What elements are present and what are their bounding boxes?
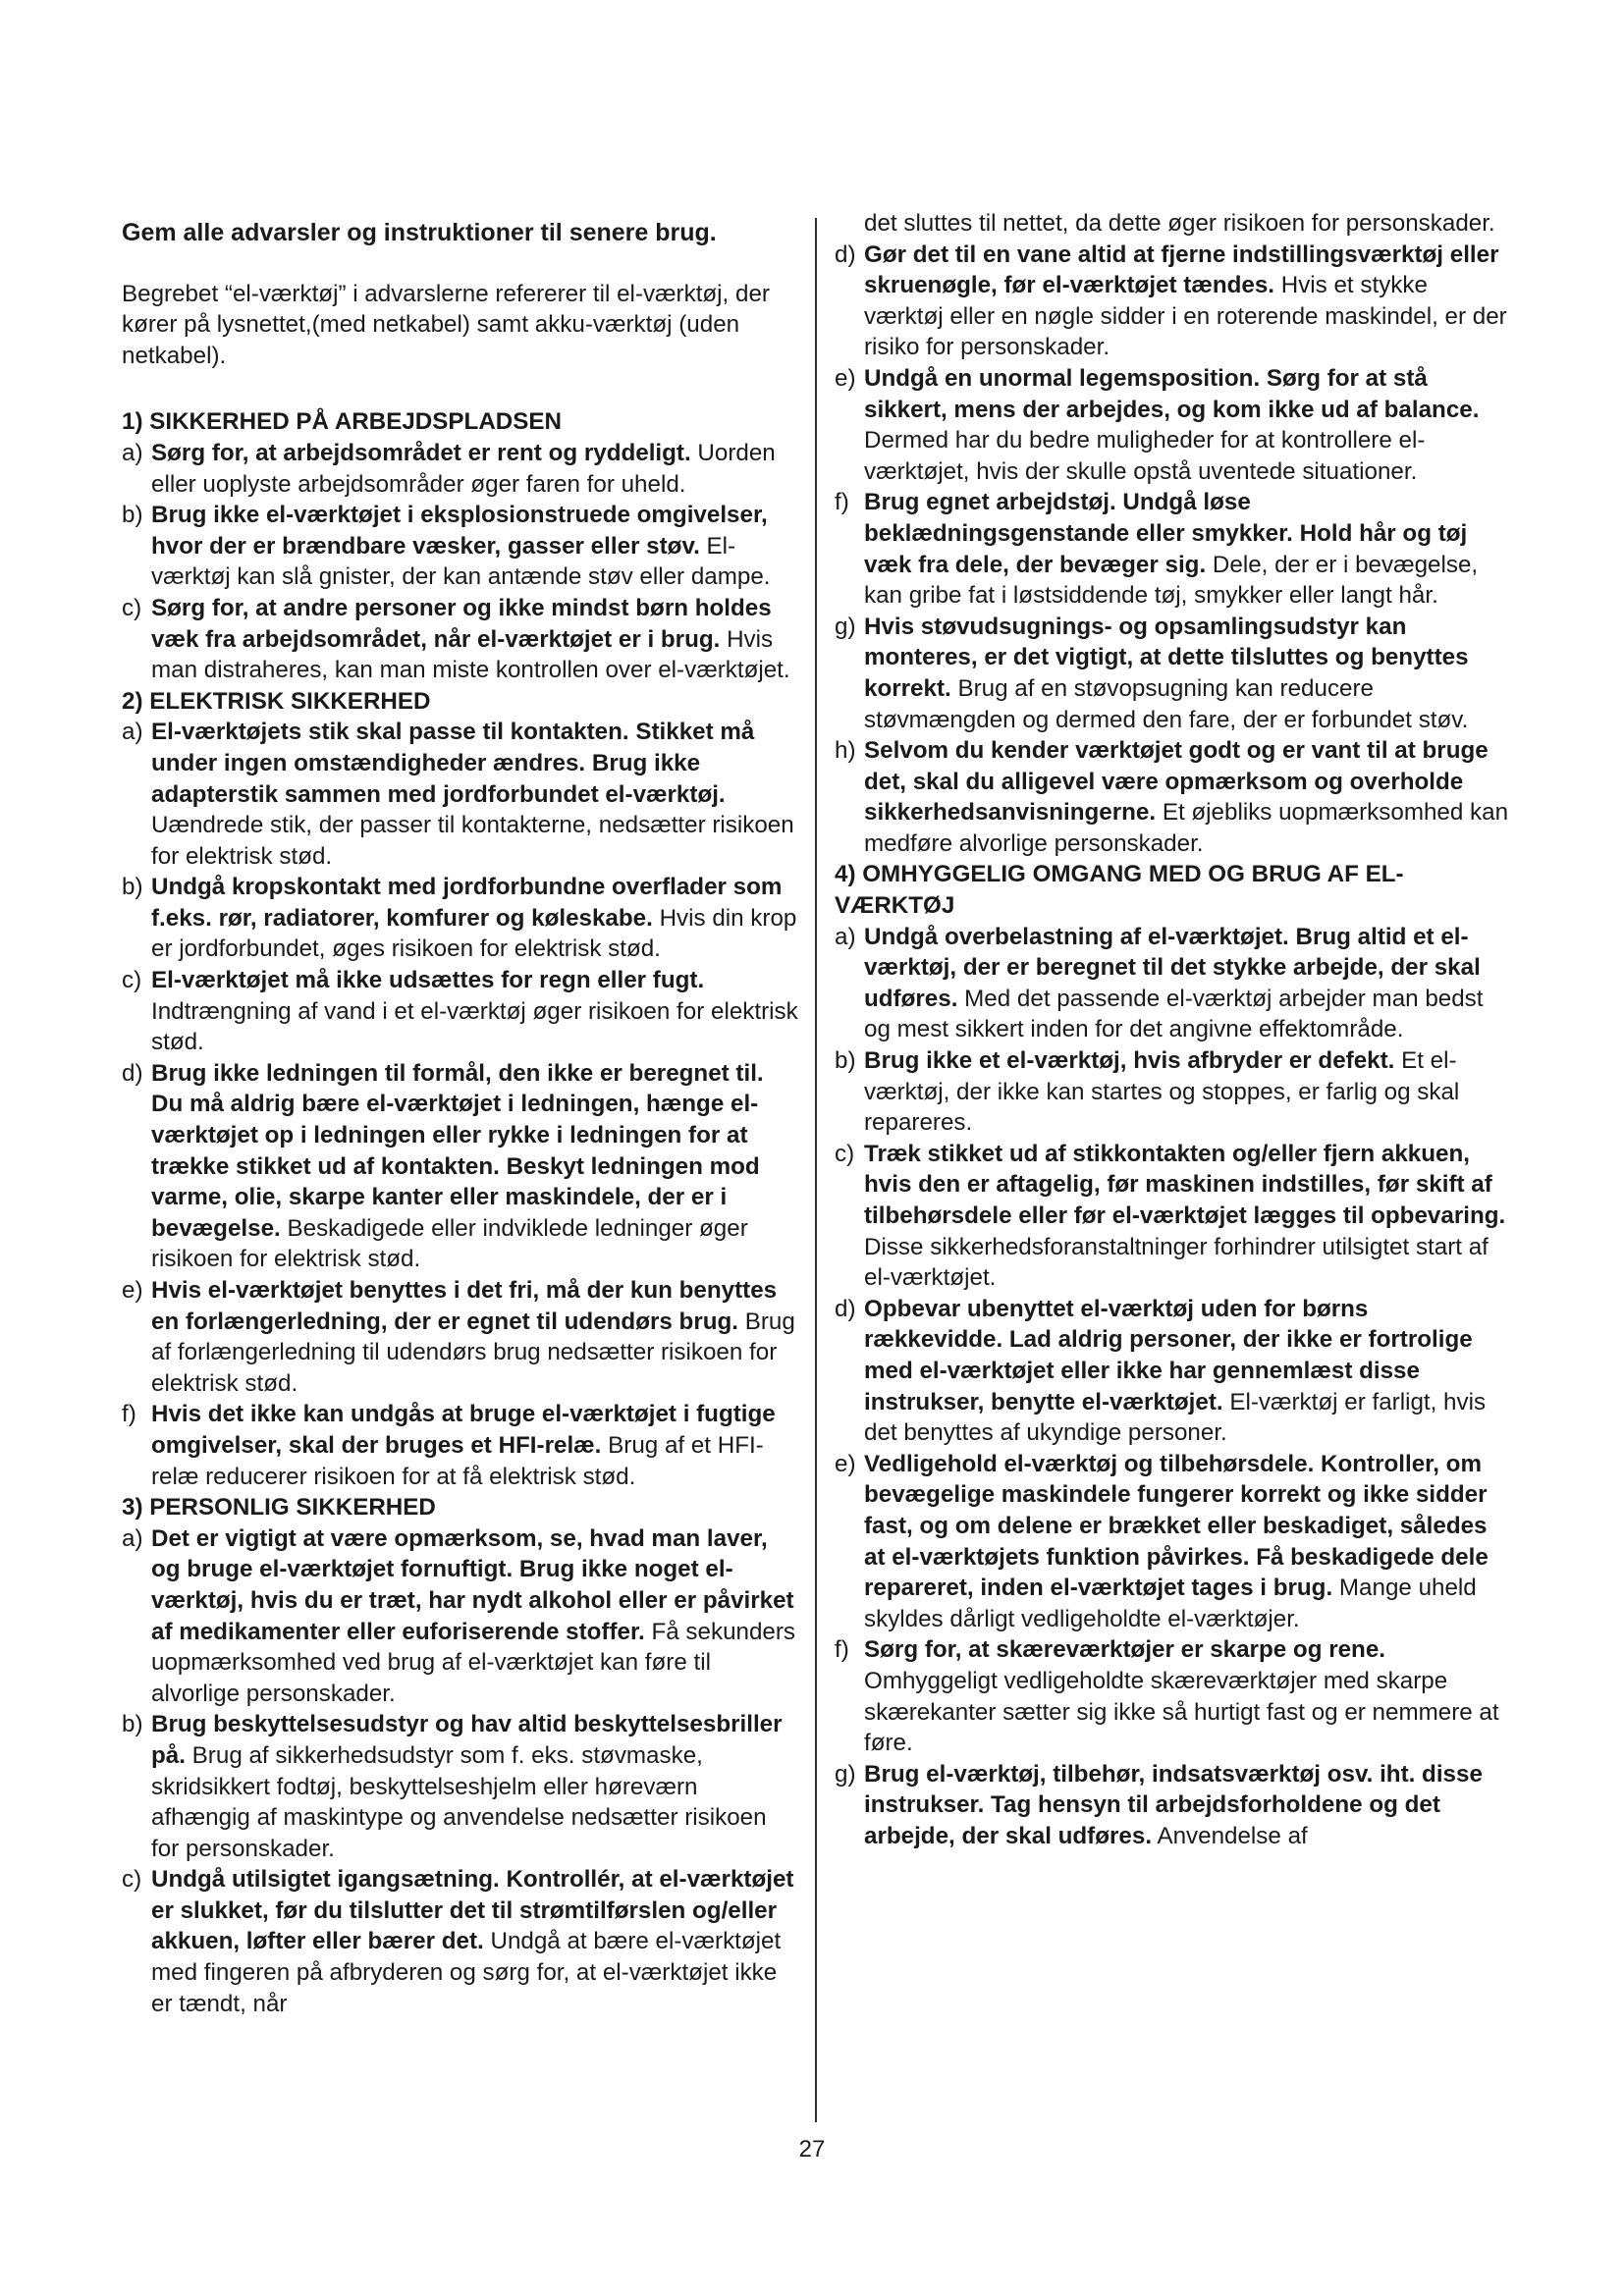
list-item [835,363,1512,487]
item-bold-text: Brug beskyttelsesudstyr og hav altid beskyttelsesbriller på. [151,1711,783,1769]
list-item [122,1399,799,1492]
list-item [122,438,799,500]
item-text: Brug af en støvopsugning kan reducere støvmængden og dermed den fare, der er forbundet støv. [864,674,1469,733]
item-letter: d) [122,1059,143,1087]
item-text: Uorden eller uoplyste arbejdsområder øger faren for uheld. [151,439,776,498]
section-1-items [122,438,799,686]
item-letter: e) [835,364,856,392]
item-letter: b) [835,1047,856,1075]
item-bold-text: Hvis det ikke kan undgås at bruge el-værktøjet i fugtige omgivelser, skal der bruges et HFI-relæ. [151,1401,776,1459]
intro-title: Gem alle advarsler og instruktioner til senere brug. [122,219,717,246]
item-letter: h) [835,737,856,765]
list-item [122,1864,799,2019]
item-bold-text: Sørg for, at skæreværktøjer er skarpe og rene. [864,1636,1386,1664]
list-item [835,1634,1512,1758]
list-item [835,240,1512,363]
item-letter: a) [122,439,143,466]
item-text: Brug af sikkerhedsudstyr som f. eks. støvmaske, skridsikkert fodtøj, beskyttelseshjelm eller høreværn afhængig af maskintype og anvendelse nedsætter risikoen for personskader. [151,1741,767,1862]
item-text: Dermed har du bedre muligheder for at kontrollere el-værktøjet, hvis der skulle opstå uventede situationer. [864,427,1426,485]
item-bold-text: Undgå kropskontakt med jordforbundne overflader som f.eks. rør, radiatorer, komfurer og køleskabe. [151,874,783,932]
list-item [122,1058,799,1275]
left-column [122,208,799,2019]
item-bold-text: Hvis støvudsugnings- og opsamlingsudstyr kan monteres, er det vigtigt, at dette tilsluttes og benyttes korrekt. [864,613,1469,702]
section-title-3: 3) PERSONLIG SIKKERHED [122,1494,436,1522]
item-letter: c) [122,594,142,621]
list-item [835,487,1512,611]
item-bold-text: Sørg for, at arbejdsområdet er rent og ryddeligt. [151,439,691,466]
section-2-items [122,717,799,1492]
list-item [122,1709,799,1864]
list-item [835,612,1512,735]
list-item [122,1275,799,1399]
list-item [835,1759,1512,1852]
item-text: Dele, der er i bevægelse, kan gribe fat i løstsiddende tøj, smykker eller langt hår. [864,551,1479,610]
item-bold-text: Undgå overbelastning af el-værktøjet. Brug altid et el-værktøj, der er beregnet til det stykke arbejde, der skal udføres. [864,923,1481,1012]
section-title-2: 2) ELEKTRISK SIKKERHED [122,687,431,715]
list-item [122,593,799,686]
page-number: 27 [798,2136,826,2163]
item-text: Hvis man distraheres, kan man miste kontrollen over el-værktøjet. [151,625,790,684]
list-item [122,872,799,965]
item-text: Et el-værktøj, der ikke kan startes og stoppes, er farlig og skal repareres. [864,1047,1460,1137]
item-text: Uændrede stik, der passer til kontakterne, nedsætter risikoen for elektrisk stød. [151,812,794,870]
item-bold-text: Selvom du kender værktøjet godt og er vant til at bruge det, skal du alligevel være opmærksom og overholde sikkerhedsanvisningerne. [864,737,1489,827]
item-letter: d) [835,240,856,268]
list-item [835,1139,1512,1294]
list-item [835,922,1512,1045]
item-bold-text: Træk stikket ud af stikkontakten og/eller fjern akkuen, hvis den er aftagelig, før maskinen indstilles, før skift af tilbehørsdele eller før el-værktøjet lægges til opbevaring. [864,1140,1506,1229]
item-bold-text: Brug egnet arbejdstøj. Undgå løse beklædningsgenstande eller smykker. Hold hår og tøj væk fra dele, der bevæger sig. [864,489,1468,578]
list-item [835,1449,1512,1635]
item-letter: a) [122,719,143,746]
item-bold-text: Undgå utilsigtet igangsætning. Kontrollér, at el-værktøjet er slukket, før du tilslutter det til strømtilførslen og/eller akkuen, løfter eller bærer det. [151,1866,794,1955]
item-text: Undgå at bære el-værktøjet med fingeren på afbryderen og sørg for, at el-værktøjet ikke er tændt, når [151,1928,782,2017]
item-bold-text: Brug ikke ledningen til formål, den ikke er beregnet til. Du må aldrig bære el-værktøjet i ledningen, hænge el-værktøjet op i ledningen eller rykke i ledningen for at trække stikket ud af kontakten. Beskyt ledningen mod varme, olie, skarpe kanter eller maskindele, der er i bevægelse. [151,1059,764,1242]
item-text: Anvendelse af [1152,1822,1308,1849]
list-item [835,1294,1512,1449]
item-letter: f) [835,1636,849,1664]
list-item [835,1045,1512,1139]
list-item [122,500,799,593]
section-4-items [835,922,1512,1852]
item-letter: b) [122,502,143,529]
item-bold-text: Undgå en unormal legemsposition. Sørg for at stå sikkert, mens der arbejdes, og kom ikke ud af balance. [864,364,1480,423]
item-bold-text: El-værktøjets stik skal passe til kontakten. Stikket må under ingen omstændigheder ændres. Brug ikke adapterstik sammen med jordforbundet el-værktøj. [151,719,755,808]
list-item [122,965,799,1058]
item-bold-text: El-værktøjet må ikke udsættes for regn eller fugt. [151,967,705,994]
section-3-items-cont [835,240,1512,860]
item-letter: c) [835,1140,855,1167]
right-column [835,208,1512,1851]
item-bold-text: Vedligehold el-værktøj og tilbehørsdele. Kontroller, om bevægelige maskindele fungerer korrekt og ikke sidder fast, og om delene er brækket eller beskadiget, således at el-værktøjets funktion påvirkes. Få beskadigede dele repareret, inden el-værktøjet tages i brug. [864,1450,1489,1602]
item-letter: b) [122,1711,143,1738]
item-text: Hvis din krop er jordforbundet, øges risikoen for elektrisk stød. [151,904,797,963]
item-letter: d) [835,1295,856,1322]
item-bold-text: Sørg for, at andre personer og ikke mindst børn holdes væk fra arbejdsområdet, når el-værktøjet er i brug. [151,594,772,653]
item-letter: c) [122,967,142,994]
item-text: Et øjebliks uopmærksomhed kan medføre alvorlige personskader. [864,799,1509,857]
intro-text: Begrebet “el-værktøj” i advarslerne refererer til el-værktøj, der kører på lysnettet,(med netkabel) samt akku-værktøj (uden netkabel). [122,280,770,369]
item-bold-text: Hvis el-værktøjet benyttes i det fri, må der kun benyttes en forlængerledning, der er egnet til udendørs brug. [151,1277,778,1335]
item-bold-text: Gør det til en vane altid at fjerne indstillingsværktøj eller skruenøgle, før el-værktøjet tændes. [864,240,1499,299]
item-bold-text: Brug el-værktøj, tilbehør, indsatsværktøj osv. iht. disse instrukser. Tag hensyn til arbejdsforholdene og det arbejde, der skal udføres. [864,1760,1483,1849]
section-title-1: 1) SIKKERHED PÅ ARBEJDSPLADSEN [122,408,562,436]
item-text: Med det passende el-værktøj arbejder man bedst og mest sikkert inden for det angivne effektområde. [864,985,1484,1043]
item-text: Mange uheld skyldes dårligt vedligeholdte el-værktøjer. [864,1575,1477,1632]
item-letter: g) [835,613,856,640]
item-bold-text: Det er vigtigt at være opmærksom, se, hvad man laver, og bruge el-værktøjet fornuftigt. Brug ikke noget el-værktøj, hvis du er træt, har nydt alkohol eller er påvirket af medikamenter eller euforiserende stoffer. [151,1524,794,1645]
list-item [122,1523,799,1710]
item-text: Brug af forlængerledning til udendørs brug nedsætter risikoen for elektrisk stød. [151,1308,795,1397]
item-text: Omhyggeligt vedligeholdte skæreværktøjer med skarpe skærekanter sætter sig ikke så hurtigt fast og er nemmere at føre. [864,1667,1499,1757]
list-item [122,717,799,872]
item-letter: e) [122,1277,143,1304]
item-text: Indtrængning af vand i et el-værktøj øger risikoen for elektrisk stød. [151,997,798,1056]
item-text: Brug af et HFI-relæ reducerer risikoen for at få elektrisk stød. [151,1431,764,1490]
section-title-4: 4) OMHYGGELIG OMGANG MED OG BRUG AF EL-VÆRKTØJ [835,861,1404,920]
item-bold-text: Opbevar ubenyttet el-værktøj uden for børns rækkevidde. Lad aldrig personer, der ikke er fortrolige med el-værktøjet eller ikke har gennemlæst disse instrukser, benytte el-værktøjet. [864,1295,1473,1415]
item-text: Disse sikkerhedsforanstaltninger forhindrer utilsigtet start af el-værktøjet. [864,1233,1489,1292]
item-text: Få sekunders uopmærksomhed ved brug af el-værktøjet kan føre til alvorlige personskader. [151,1618,796,1707]
column-divider [815,218,817,2122]
item-letter: f) [122,1401,136,1428]
item-letter: a) [122,1524,143,1552]
section-3-items [122,1523,799,2020]
item-text: El-værktøj kan slå gnister, der kan antænde støv eller dampe. [151,532,771,591]
item-letter: g) [835,1760,856,1788]
item-text: El-værktøj er farligt, hvis det benyttes af ukyndige personer. [864,1388,1487,1447]
item-bold-text: Brug ikke el-værktøjet i eksplosionstruede omgivelser, hvor der er brændbare væsker, gasser eller støv. [151,502,768,560]
item-bold-text: Brug ikke et el-værktøj, hvis afbryder er defekt. [864,1047,1395,1075]
list-item [835,735,1512,859]
item-letter: b) [122,874,143,901]
item-letter: a) [835,923,856,950]
item-letter: f) [835,489,849,516]
item-text: Hvis et stykke værktøj eller en nøgle sidder i en roterende maskindel, er der risiko for personskader. [864,272,1507,361]
item-text: Beskadigede eller indviklede ledninger øger risikoen for elektrisk stød. [151,1214,748,1273]
item-letter: c) [122,1866,142,1894]
continuation-text: det sluttes til nettet, da dette øger risikoen for personskader. [864,210,1495,237]
item-letter: e) [835,1450,856,1477]
